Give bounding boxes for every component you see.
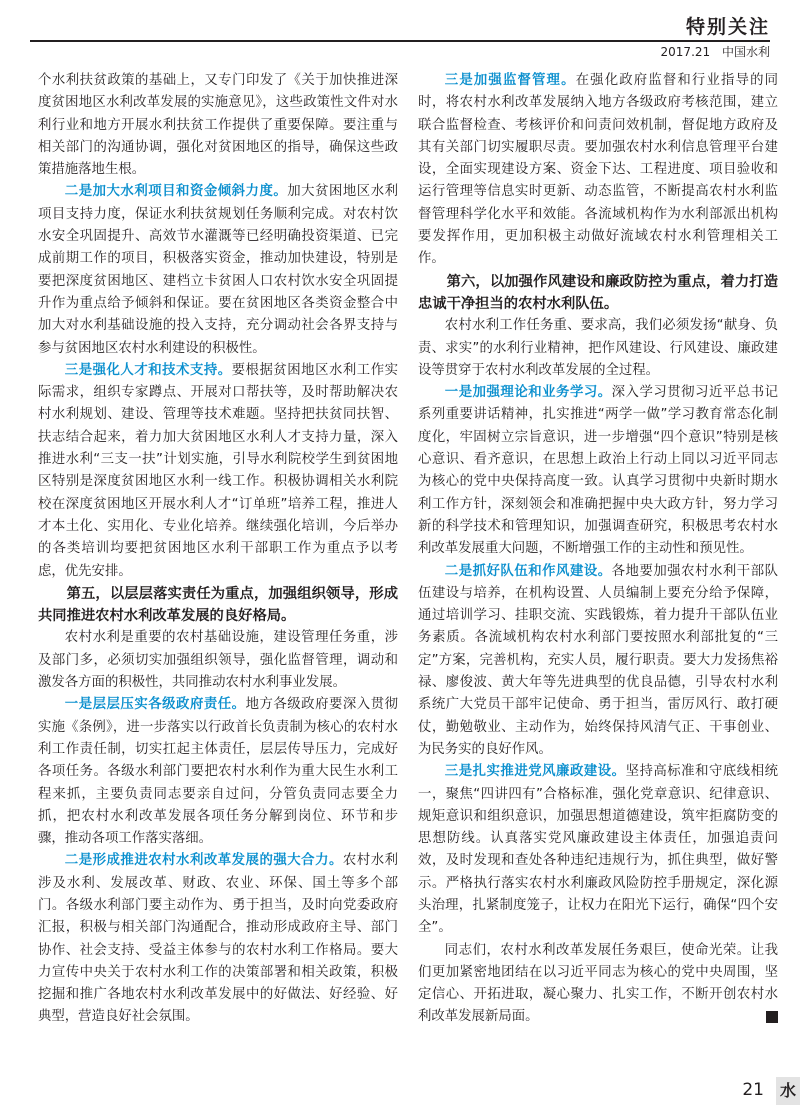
paragraph xyxy=(418,761,778,939)
paragraph xyxy=(38,360,398,583)
paragraph xyxy=(418,70,778,271)
paragraph-body: 各地要加强农村水利干部队伍建设与培养，在机构设置、人员编制上要充分给予保障，通过培训学习、挂职交流、实践锻炼，着力提升干部队伍业务素质。各流域机构农村水利部门要按照水利部批复的“三定”方案，完善机构，充实人员，履行职责。要大力发扬焦裕禄、廖俊波、黄大年等先进典型的优良品德，引导农村水利系统广大党员干部牢记使命、勇于担当，雷厉风行、敢打硬仗，勤勉敬业、主动作为，始终保持风清气正、干事创业、为民务实的良好作风。 xyxy=(418,563,778,757)
paragraph xyxy=(418,382,778,560)
paragraph: 农村水利是重要的农村基础设施，建设管理任务重，涉及部门多，必须切实加强组织领导，强化监督管理，调动和激发各方面的积极性，共同推动农村水利事业发展。 xyxy=(38,630,398,691)
paragraph xyxy=(38,694,398,850)
paragraph-body: 坚持高标准和守底线相统一，聚焦“四讲四有”合格标准，强化党章意识、纪律意识、规矩意识和组织意识，加强思想道德建设，筑牢拒腐防变的思想防线。认真落实党风廉政建设主体责任，加强追责问效，及时发现和查处各种违纪违规行为，抓住典型，做好警示。严格执行落实农村水利廉政风险防控手册规定，深化源头治理，扎紧制度笼子，让权力在阳光下运行，确保“四个安全”。 xyxy=(418,764,779,936)
page-number: 21 xyxy=(742,1080,764,1100)
paragraph-body: 深入学习贯彻习近平总书记系列重要讲话精神，扎实推进“两学一做”学习教育常态化制度化，牢固树立宗旨意识，进一步增强“四个意识”特别是核心意识、看齐意识，在思想上政治上行动上同以习近平同志为核心的党中央保持高度一致。认真学习贯彻中央新时期水利工作方针，深刻领会和准确把握中央大政方针，努力学习新的科学技术和管理知识，加强调查研究，积极思考农村水利改革发展重大问题，不断增强工作的主动性和预见性。 xyxy=(418,385,778,557)
section-title: 特别关注 xyxy=(685,16,770,38)
left-column xyxy=(38,70,398,1029)
subheading: 三是扎实推进党风廉政建设。 xyxy=(444,764,626,780)
publication-name: 中国水利 xyxy=(721,45,770,59)
issue-number: 2017.21 xyxy=(660,45,711,59)
paragraph xyxy=(418,940,778,1029)
paragraph-body: 要根据贫困地区水利工作实际需求，组织专家蹲点、开展对口帮扶等，及时帮助解决农村水利规划、建设、管理等技术难题。坚持把扶贫同扶智、扶志结合起来，着力加大贫困地区水利人才支持力量，深入推进水利“三支一扶”计划实施，引导水利院校学生到贫困地区特别是深度贫困地区水利一线工作。积极协调相关水利院校在深度贫困地区开展水利人才“订单班”培养工程，推进人才本土化、实用化、专业化培养。继续强化培训，今后举办的各类培训均要把贫困地区水利干部职工作为重点予以考虑，优先安排。 xyxy=(38,362,398,579)
section-heading: 第六，以加强作风建设和廉政防控为重点，着力打造忠诚干净担当的农村水利队伍。 xyxy=(418,273,778,312)
subheading: 二是形成推进农村水利改革发展的强大合力。 xyxy=(64,853,343,869)
paragraph xyxy=(38,850,398,1028)
subheading: 二是抓好队伍和作风建设。 xyxy=(444,563,612,579)
paragraph: 农村水利工作任务重、要求高，我们必须发扬“献身、负责、求实”的水利行业精神，把作风建设、行风建设、廉政建设等贯穿于农村水利改革发展的全过程。 xyxy=(418,318,778,378)
paragraph-body: 农村水利涉及水利、发展改革、财政、农业、环保、国土等多个部门。各级水利部门要主动作为、勇于担当，及时向党委政府汇报，积极与相关部门沟通配合，推动形成政府主导、部门协作、社会支持、受益主体参与的农村水利工作格局。要大力宣传中央关于农村水利工作的决策部署和相关政策，积极挖掘和推广各地农村水利改革发展中的好做法、好经验、好典型，营造良好社会氛围。 xyxy=(38,853,399,1025)
paragraph xyxy=(418,561,778,762)
right-column xyxy=(418,70,778,1029)
subheading: 三是加强监督管理。 xyxy=(444,73,576,88)
issue-info xyxy=(653,43,770,60)
section-heading: 第五，以层层落实责任为重点，加强组织领导，形成共同推进农村水利改革发展的良好格局。 xyxy=(38,585,398,625)
paragraph: 个水利扶贫政策的基础上，又专门印发了《关于加快推进深度贫困地区水利改革发展的实施意见》，这些政策性文件对水利行业和地方开展水利扶贫工作提供了重要保障。要注重与相关部门的沟通协调，强化对贫困地区的指导，确保这些政策措施落地生根。 xyxy=(38,73,398,178)
subheading: 一是层层压实各级政府责任。 xyxy=(64,697,246,713)
paragraph-body: 加大贫困地区水利项目支持力度，保证水利扶贫规划任务顺利完成。对农村饮水安全巩固提升、高效节水灌溉等已经明确投资渠道、已完成前期工作的项目，积极落实资金，推动加快建设，特别是要把深度贫困地区、建档立卡贫困人口农村饮水安全巩固提升作为重点给予倾斜和保证。要在贫困地区各类资金整合中加大对水利基础设施的投入支持，充分调动社会各界支持与参与贫困地区农村水利建设的积极性。 xyxy=(38,184,399,356)
end-of-article-mark xyxy=(766,1011,778,1023)
subheading: 一是加强理论和业务学习。 xyxy=(444,385,612,401)
side-tab: 水 xyxy=(776,1077,800,1105)
subheading: 二是加大水利项目和资金倾斜力度。 xyxy=(64,184,288,200)
paragraph xyxy=(38,181,398,359)
paragraph-body: 地方各级政府要深入贯彻实施《条例》，进一步落实以行政首长负责制为核心的农村水利工作责任制，切实扛起主体责任，层层传导压力，完成好各项任务。各级水利部门要把农村水利作为重大民生水利工程来抓，主要负责同志要亲自过问，分管负责同志要全力抓，把农村水利改革发展各项任务分解到岗位、环节和步骤，推动各项工作落实落细。 xyxy=(38,697,399,847)
subheading: 三是强化人才和技术支持。 xyxy=(64,362,232,378)
paragraph-body: 在强化政府监督和行业指导的同时，将农村水利改革发展纳入地方各级政府考核范围，建立联合监督检查、考核评价和问责问效机制，督促地方政府及其有关部门切实履职尽责。要加强农村水利信息管理平台建设，全面实现建设方案、资金下达、工程进度、项目验收和运行管理等信息实时更新、动态监管，不断提高农村水利监督管理科学化水平和效能。各流域机构作为水利部派出机构要发挥作用，更加积极主动做好流域农村水利管理相关工作。 xyxy=(418,73,779,267)
header-rule xyxy=(30,40,770,42)
paragraph-body: 同志们，农村水利改革发展任务艰巨，使命光荣。让我们更加紧密地团结在以习近平同志为核心的党中央周围，坚定信心、开拓进取，凝心聚力、扎实工作，不断开创农村水利改革发展新局面。 xyxy=(418,942,778,1025)
